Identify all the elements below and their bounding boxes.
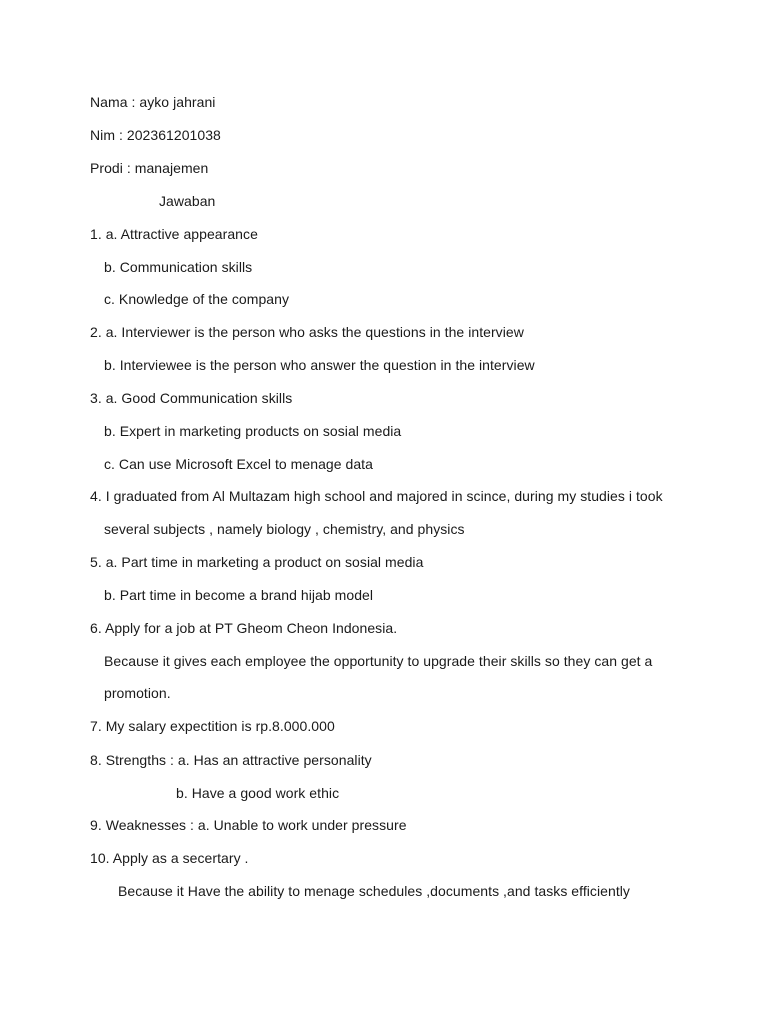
student-prodi: Prodi : manajemen <box>90 160 209 176</box>
document-title: Jawaban <box>159 193 216 209</box>
answer-6-line3: promotion. <box>104 685 171 701</box>
answer-4-line2: several subjects , namely biology , chemistry, and physics <box>104 521 465 537</box>
answer-1c: c. Knowledge of the company <box>104 291 290 307</box>
answer-7: 7. My salary expectition is rp.8.000.000 <box>90 718 335 734</box>
answer-9a: 9. Weaknesses : a. Unable to work under pressure <box>90 817 407 833</box>
answer-10-line2: Because it Have the ability to menage schedules ,documents ,and tasks efficiently <box>118 883 630 899</box>
answer-2a: 2. a. Interviewer is the person who asks the questions in the interview <box>90 324 524 340</box>
answer-10-line1: 10. Apply as a secertary . <box>90 850 249 866</box>
answer-2b: b. Interviewee is the person who answer the question in the interview <box>104 357 535 373</box>
answer-5a: 5. a. Part time in marketing a product on sosial media <box>90 554 424 570</box>
answer-6-line2: Because it gives each employee the opportunity to upgrade their skills so they can get a <box>104 653 653 669</box>
answer-4-line1: 4. I graduated from Al Multazam high school and majored in scince, during my studies i took <box>90 488 663 504</box>
answer-3c: c. Can use Microsoft Excel to menage data <box>104 456 373 472</box>
student-name: Nama : ayko jahrani <box>90 94 216 110</box>
answer-8a: 8. Strengths : a. Has an attractive personality <box>90 752 372 768</box>
answer-3b: b. Expert in marketing products on sosial media <box>104 423 402 439</box>
answer-1a: 1. a. Attractive appearance <box>90 226 258 242</box>
answer-6-line1: 6. Apply for a job at PT Gheom Cheon Indonesia. <box>90 620 398 636</box>
answer-5b: b. Part time in become a brand hijab model <box>104 587 374 603</box>
answer-8b: b. Have a good work ethic <box>176 785 340 801</box>
student-nim: Nim : 202361201038 <box>90 127 221 143</box>
answer-3a: 3. a. Good Communication skills <box>90 390 293 406</box>
answer-1b: b. Communication skills <box>104 259 253 275</box>
